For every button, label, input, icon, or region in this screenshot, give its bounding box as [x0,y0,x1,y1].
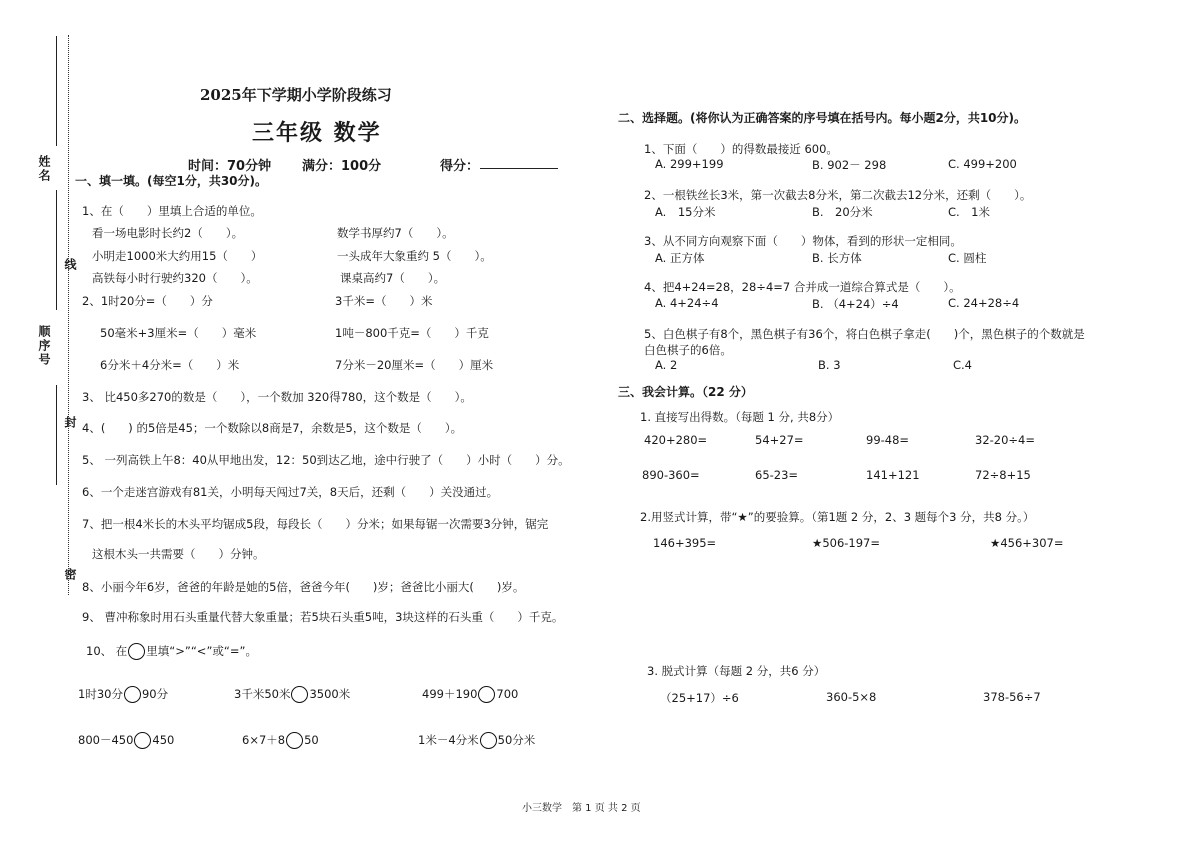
s2-option: A. 4+24÷4 [655,296,719,310]
compare-circle[interactable] [480,732,497,749]
compare-left: 6×7＋8 [242,733,286,747]
s1-q4: 4、( ) 的5倍是45；一个数除以8商是7，余数是5，这个数是（ ）。 [82,421,463,435]
binding-line-2 [56,190,57,310]
stepwise-calc-item: 360-5×8 [826,690,877,704]
compare-left: 3千米50米 [234,687,291,701]
s1-q1-stem: 1、在（ ）里填上合适的单位。 [82,204,262,218]
calc-item: 54+27= [755,433,804,447]
compare-left: 800－450 [78,733,134,747]
circle-icon [128,643,145,660]
s1-q3: 3、 比450多270的数是（ ），一个数加 320得780，这个数是（ ）。 [82,390,472,404]
s1-q7-line1: 7、把一根4米长的木头平均锯成5段，每段长（ ）分米；如果每锯一次需要3分钟，锯完 [82,517,549,531]
s2-option: A. 正方体 [655,251,705,265]
binding-dotted-line [68,35,69,595]
vertical-calc-expr: 456+307= [1000,536,1064,550]
s2-option: C. 圆柱 [948,251,987,265]
compare-circle[interactable] [291,686,308,703]
compare-item [78,686,168,703]
vertical-calc-item [812,536,880,550]
s1-q2-item: 2、1时20分=（ ）分 [82,294,213,308]
s3-p1-title: 1. 直接写出得数。（每题 1 分, 共8分） [640,410,840,424]
s1-q10-stem-post: 里填“>”“<”或“=”。 [146,644,257,658]
secret-char: 密 [63,568,77,582]
s1-q8: 8、小丽今年6岁，爸爸的年龄是她的5倍，爸爸今年( )岁；爸爸比小丽大( )岁。 [82,580,525,594]
s2-q3-stem: 3、从不同方向观察下面（ ）物体，看到的形状一定相同。 [644,234,962,248]
calc-item: 99-48= [866,433,910,447]
compare-circle[interactable] [124,686,141,703]
calc-item: 141+121 [866,468,920,482]
section2-heading: 二、选择题。(将你认为正确答案的序号填在括号内。每小题2分，共10分)。 [618,111,1027,125]
stepwise-calc-item: 378-56÷7 [983,690,1041,704]
seat-number-label: 顺序号 [37,325,51,367]
section1-heading: 一、填一填。(每空1分，共30分)。 [75,174,268,188]
compare-item [78,732,174,749]
s2-option: A. 15分米 [655,205,716,219]
compare-circle[interactable] [478,686,495,703]
calc-item: 420+280= [644,433,708,447]
s1-q5: 5、 一列高铁上午8：40从甲地出发，12：50到达乙地，途中行驶了（ ）小时（ ）分。 [82,453,570,467]
seal-line-char: 线 [63,258,77,272]
binding-line-1 [56,36,57,146]
s2-option: B. 长方体 [812,251,862,265]
s1-q1-item: 高铁每小时行驶约320（ ）。 [92,271,258,285]
calc-item: 32-20÷4= [975,433,1036,447]
s2-option: B. 902－ 298 [812,158,887,172]
full-score-label: 满分：100分 [302,159,382,174]
compare-right: 700 [496,687,519,701]
seal-char: 封 [63,416,77,430]
s1-q2-item: 6分米＋4分米=（ ）米 [100,358,240,372]
s1-q10-stem-pre: 10、 在 [86,644,128,658]
vertical-calc-item [990,536,1063,550]
score-blank[interactable] [480,168,558,169]
s2-q2-stem: 2、一根铁丝长3米，第一次截去8分米，第二次截去12分米，还剩（ ）。 [644,188,1032,202]
compare-item [418,732,535,749]
compare-circle[interactable] [134,732,151,749]
s1-q2-item: 3千米=（ ）米 [335,294,433,308]
s2-option: B. （4+24）÷4 [812,297,899,311]
s2-option: B. 20分米 [812,205,873,219]
s1-q1-item: 课桌高约7（ ）。 [340,271,446,285]
s1-q1-item: 数学书厚约7（ ）。 [337,226,454,240]
compare-left: 1米－4分米 [418,733,479,747]
s2-option: C.4 [953,358,973,372]
s3-p2-title: 2.用竖式计算，带“★”的要验算。（第1题 2 分，2、3 题每个3 分，共8 分。） [640,510,1035,524]
s2-option: C. 499+200 [948,157,1017,171]
stepwise-calc-item: （25+17）÷6 [660,691,739,705]
s2-option: B. 3 [818,358,841,372]
s1-q2-item: 50毫米+3厘米=（ ）毫米 [100,326,257,340]
s1-q1-item: 看一场电影时长约2（ ）。 [92,226,244,240]
s2-q4-stem: 4、把4+24=28，28÷4=7 合并成一道综合算式是（ ）。 [644,280,961,294]
score-label: 得分： [440,159,480,174]
calc-item: 890-360= [642,468,700,482]
binding-line-3 [56,385,57,485]
s1-q1-item: 小明走1000米大约用15（ ） [92,249,263,263]
compare-right: 90分 [141,687,169,701]
s2-option: C. 24+28÷4 [948,296,1020,310]
s1-q9: 9、 曹冲称象时用石头重量代替大象重量；若5块石头重5吨，3块这样的石头重（ ）千克。 [82,610,564,624]
s1-q7-line2: 这根木头一共需要（ ）分钟。 [92,547,265,561]
compare-left: 1时30分 [78,687,123,701]
compare-item [422,686,518,703]
compare-right: 50 [304,733,319,747]
s2-q1-stem: 1、下面（ ）的得数最接近 600。 [644,142,838,156]
section3-heading: 三、我会计算。（22 分） [618,385,753,399]
vertical-calc-expr: 506-197= [822,536,880,550]
s1-q2-item: 1吨－800千克=（ ）千克 [335,326,489,340]
subject-title: 三年级 数学 [252,120,382,146]
star-icon: ★ [990,536,1001,550]
s2-q5-stem-a: 5、白色棋子有8个，黑色棋子有36个，将白色棋子拿走( )个，黑色棋子的个数就是 [644,327,1085,341]
s1-q10-stem [86,643,257,660]
compare-item [234,686,350,703]
compare-item [242,732,319,749]
compare-right: 450 [152,733,175,747]
s1-q1-item: 一头成年大象重约 5（ ）。 [337,249,492,263]
compare-circle[interactable] [286,732,303,749]
time-label: 时间：70分钟 [188,159,272,174]
calc-item: 65-23= [755,468,799,482]
name-label: 姓名 [37,155,51,183]
s2-option: C. 1米 [948,205,991,219]
compare-right: 50分米 [497,733,536,747]
s2-option: A. 299+199 [655,157,724,171]
vertical-calc-item: 146+395= [653,536,717,550]
s3-p3-title: 3. 脱式计算（每题 2 分，共6 分） [647,664,826,678]
s2-option: A. 2 [655,358,678,372]
s1-q2-item: 7分米－20厘米=（ ）厘米 [335,358,494,372]
compare-right: 3500米 [309,687,351,701]
s1-q6: 6、一个走迷宫游戏有81关，小明每天闯过7关，8天后，还剩（ ）关没通过。 [82,485,499,499]
page-footer: 小三数学 第 1 页 共 2 页 [522,803,641,814]
star-icon: ★ [812,536,823,550]
s2-q5-stem-b: 白色棋子的6倍。 [644,343,732,357]
calc-item: 72÷8+15 [975,468,1031,482]
exam-title: 2025年下学期小学阶段练习 [200,86,392,104]
compare-left: 499＋190 [422,687,478,701]
